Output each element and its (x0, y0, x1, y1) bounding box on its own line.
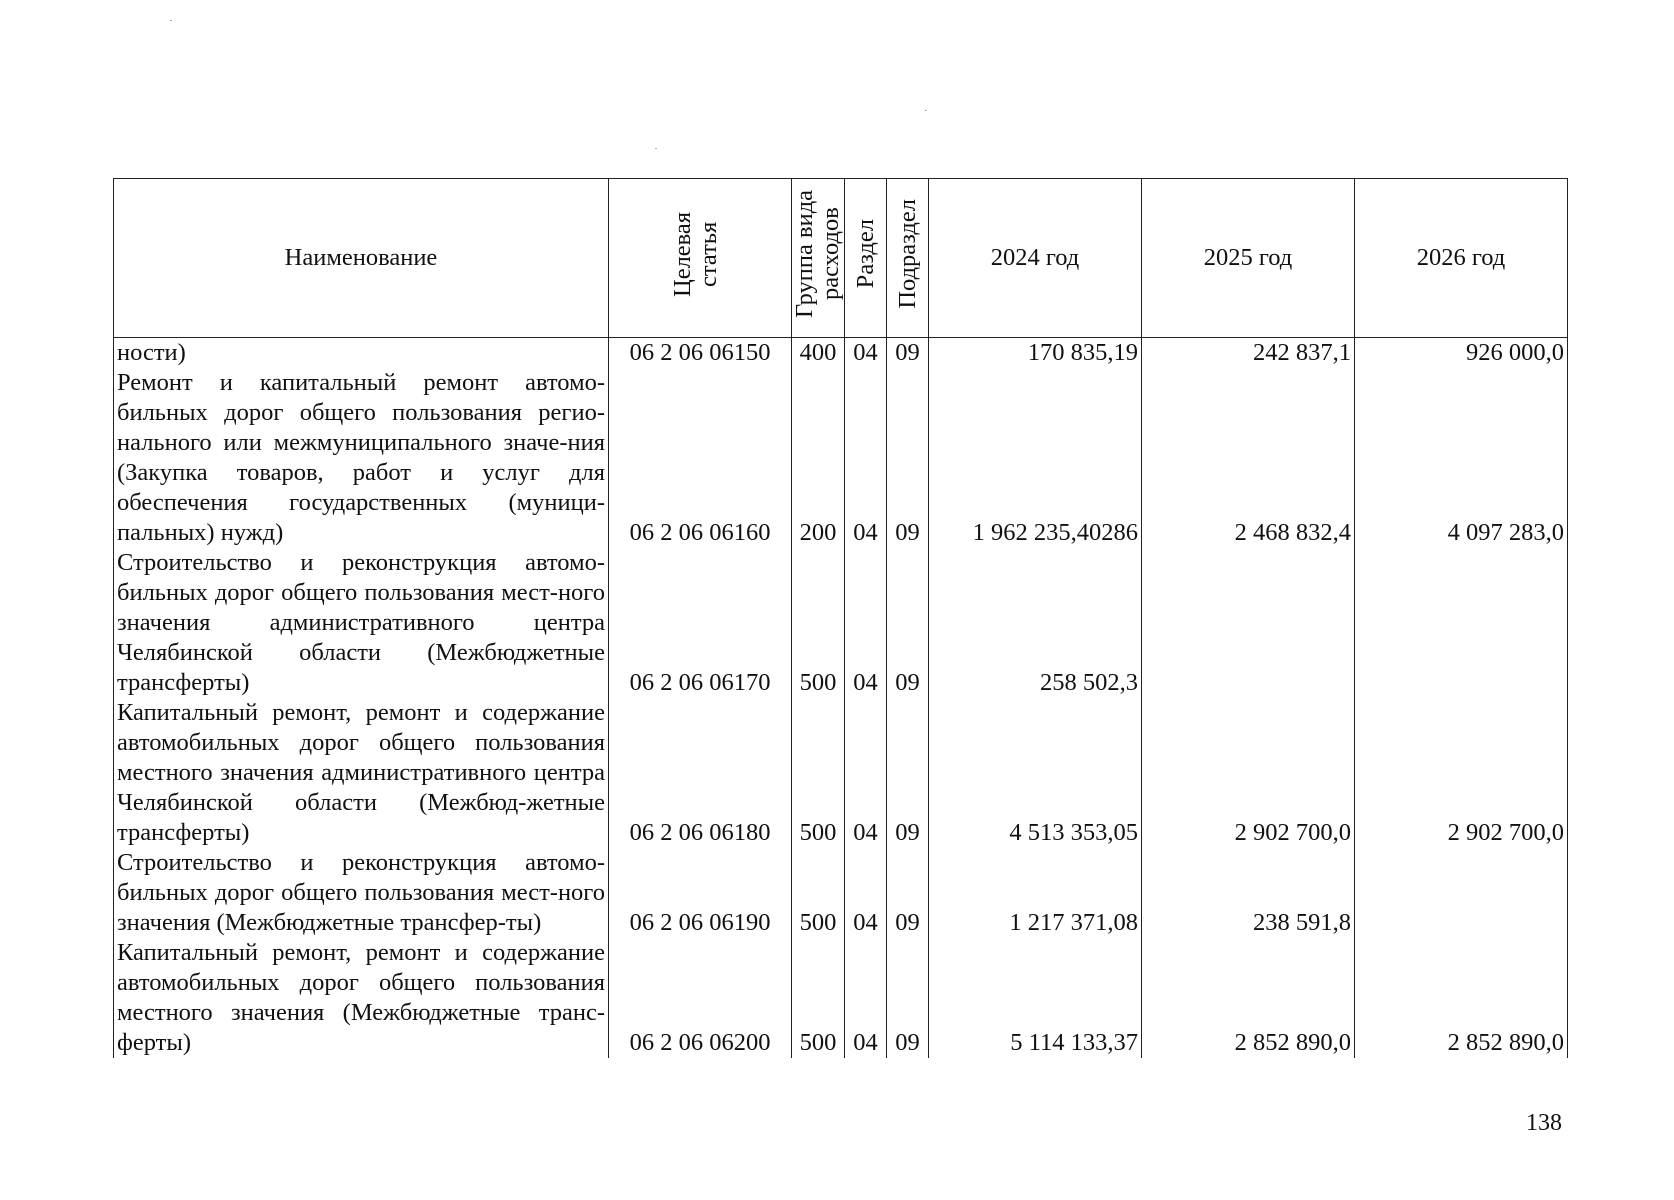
row-value-2025: 2 468 832,4 (1142, 368, 1355, 548)
row-value-2026: 2 852 890,0 (1355, 938, 1568, 1058)
row-value-2026 (1355, 548, 1568, 698)
row-target-article: 06 2 06 06180 (609, 698, 792, 848)
row-value-2025: 2 902 700,0 (1142, 698, 1355, 848)
row-name: ности) (114, 338, 609, 369)
header-target-article-label: Целевая статья (669, 211, 722, 297)
scan-speck (170, 20, 172, 21)
row-value-2024: 1 962 235,40286 (929, 368, 1142, 548)
row-value-2024: 1 217 371,08 (929, 848, 1142, 938)
row-expense-group: 200 (792, 368, 845, 548)
page-number: 138 (1526, 1110, 1562, 1136)
row-expense-group: 500 (792, 938, 845, 1058)
row-value-2025: 2 852 890,0 (1142, 938, 1355, 1058)
header-year-2026-label: 2026 год (1416, 244, 1506, 271)
row-target-article: 06 2 06 06160 (609, 368, 792, 548)
row-section: 04 (845, 338, 887, 369)
table-row (114, 548, 1568, 698)
row-value-2024: 170 835,19 (929, 338, 1142, 369)
row-subsection: 09 (887, 938, 929, 1058)
row-name: Строительство и реконструкция автомо-бильных дорог общего пользования мест-ного значения административного центра Челябинской области (Межбюджетные трансферты) (114, 548, 609, 698)
row-name: Капитальный ремонт, ремонт и содержание автомобильных дорог общего пользования местного значения административного центра Челябинской области (Межбюд-жетные трансферты) (114, 698, 609, 848)
row-target-article: 06 2 06 06170 (609, 548, 792, 698)
row-value-2026: 4 097 283,0 (1355, 368, 1568, 548)
table-row (114, 938, 1568, 1058)
row-expense-group: 500 (792, 698, 845, 848)
row-expense-group: 500 (792, 848, 845, 938)
row-subsection: 09 (887, 698, 929, 848)
table-row (114, 698, 1568, 848)
row-value-2026 (1355, 848, 1568, 938)
row-name: Строительство и реконструкция автомо-бильных дорог общего пользования мест-ного значения (Межбюджетные трансфер-ты) (114, 848, 609, 938)
row-value-2024: 4 513 353,05 (929, 698, 1142, 848)
table-row (114, 338, 1568, 369)
row-subsection: 09 (887, 368, 929, 548)
row-section: 04 (845, 368, 887, 548)
row-target-article: 06 2 06 06190 (609, 848, 792, 938)
row-expense-group: 500 (792, 548, 845, 698)
table-header-row (114, 179, 1568, 338)
row-value-2025 (1142, 548, 1355, 698)
header-target-article (609, 179, 792, 338)
row-section: 04 (845, 698, 887, 848)
row-value-2026: 2 902 700,0 (1355, 698, 1568, 848)
row-subsection: 09 (887, 848, 929, 938)
header-name-label: Наименование (284, 244, 438, 271)
row-section: 04 (845, 548, 887, 698)
row-expense-group: 400 (792, 338, 845, 369)
header-name (114, 179, 609, 338)
row-value-2024: 5 114 133,37 (929, 938, 1142, 1058)
row-subsection: 09 (887, 338, 929, 369)
row-value-2026: 926 000,0 (1355, 338, 1568, 369)
header-expense-group-label: Группа вида расходов (791, 189, 844, 319)
budget-table (113, 178, 1568, 1058)
scan-speck (925, 110, 927, 111)
header-year-2026 (1355, 179, 1568, 338)
header-year-2024-label: 2024 год (990, 244, 1080, 271)
header-year-2024 (929, 179, 1142, 338)
header-year-2025-label: 2025 год (1203, 244, 1293, 271)
row-value-2025: 238 591,8 (1142, 848, 1355, 938)
row-subsection: 09 (887, 548, 929, 698)
row-name: Ремонт и капитальный ремонт автомо-бильных дорог общего пользования регио-нального или межмуниципального значе-ния (Закупка товаров, работ и услуг для обеспечения государственных (муници-пальных) нужд) (114, 368, 609, 548)
row-section: 04 (845, 938, 887, 1058)
header-subsection (887, 179, 929, 338)
row-section: 04 (845, 848, 887, 938)
header-subsection-label: Подраздел (893, 199, 921, 309)
table-row (114, 368, 1568, 548)
header-year-2025 (1142, 179, 1355, 338)
header-expense-group (792, 179, 845, 338)
table-row (114, 848, 1568, 938)
header-section (845, 179, 887, 338)
row-target-article: 06 2 06 06200 (609, 938, 792, 1058)
scan-speck (655, 148, 657, 149)
row-value-2025: 242 837,1 (1142, 338, 1355, 369)
row-target-article: 06 2 06 06150 (609, 338, 792, 369)
header-section-label: Раздел (851, 219, 879, 289)
row-value-2024: 258 502,3 (929, 548, 1142, 698)
row-name: Капитальный ремонт, ремонт и содержание автомобильных дорог общего пользования местного значения (Межбюджетные транс-ферты) (114, 938, 609, 1058)
